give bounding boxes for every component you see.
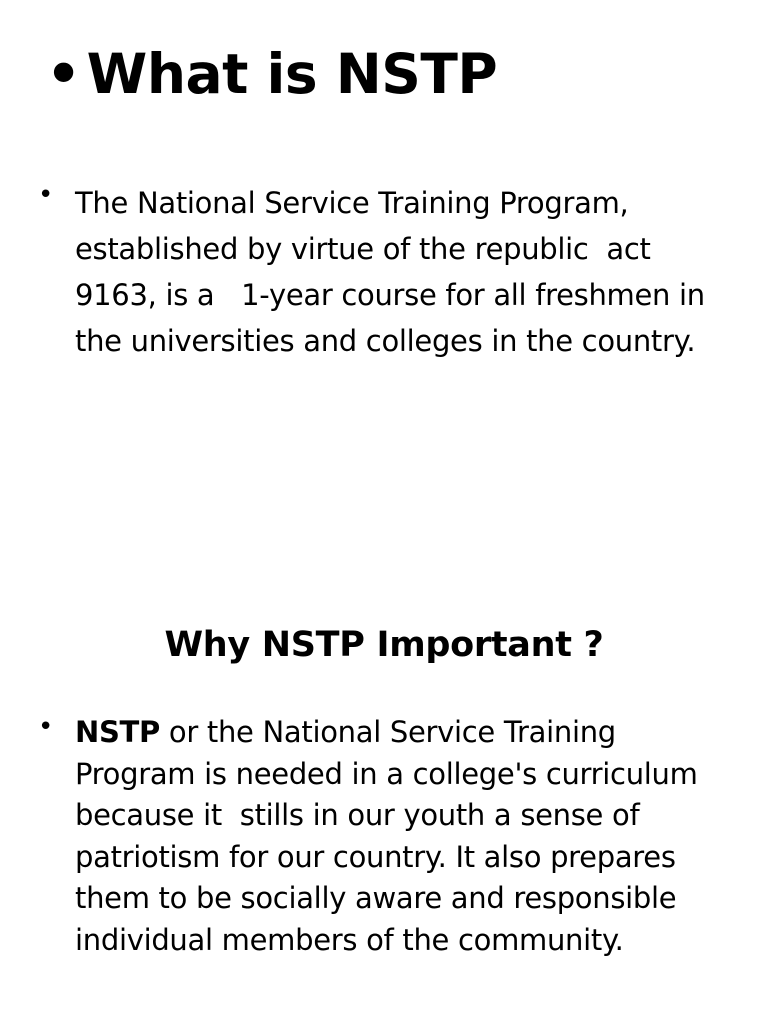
bullet-marker: • <box>38 712 54 742</box>
definition-bullet <box>38 180 738 364</box>
title-bullet: • <box>46 42 81 106</box>
importance-bold-term: NSTP <box>75 715 160 749</box>
bullet-marker: • <box>38 180 54 210</box>
importance-text: or the National Service Training Program is needed in a college's curriculum because it stills in our youth a sense of patriotism for our country. It also prepares them to be socially aware and responsible individual members of the community. <box>75 715 707 957</box>
page-title <box>46 44 497 105</box>
importance-bullet <box>38 712 738 961</box>
importance-paragraph <box>75 712 738 961</box>
title-text: What is NSTP <box>86 42 498 106</box>
definition-text: The National Service Training Program, established by virtue of the republic act 9163, is a 1-year course for all freshmen in the universities and colleges in the country. <box>75 186 714 358</box>
section-heading: Why NSTP Important ? <box>164 625 604 665</box>
